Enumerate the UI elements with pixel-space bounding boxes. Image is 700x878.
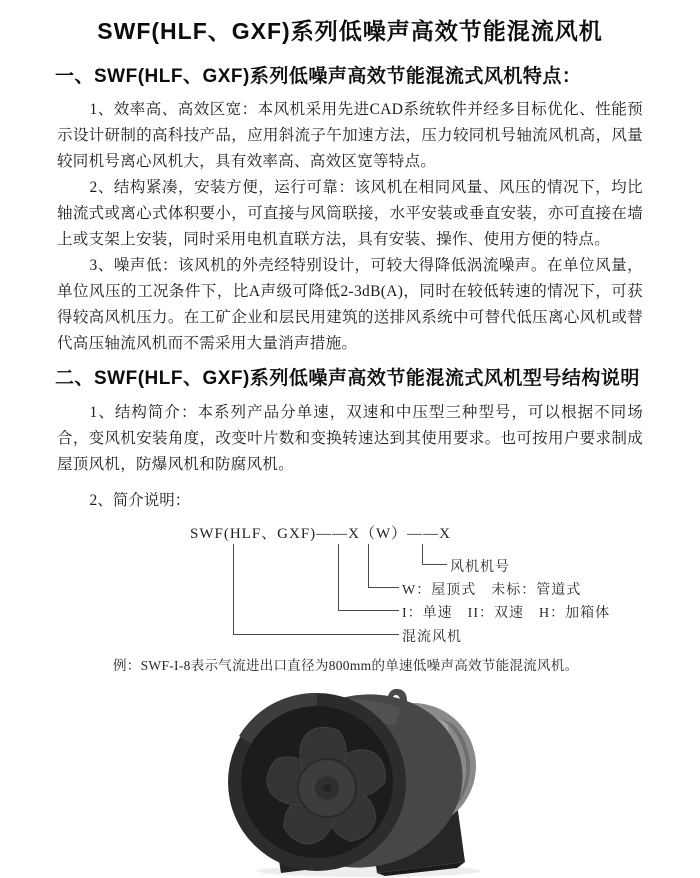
connector-line-fan-family — [233, 544, 399, 635]
diagram-label-fan-family: 混流风机 — [402, 629, 462, 645]
model-number-diagram — [57, 522, 643, 648]
section1-heading: 一、SWF(HLF、GXF)系列低噪声高效节能混流式风机特点： — [55, 65, 582, 87]
document-title: SWF(HLF、GXF)系列低噪声高效节能混流风机 — [97, 18, 603, 44]
structure-intro-paragraph: 1、结构简介：本系列产品分单速，双速和中压型三种型号，可以根据不同场合，变风机安装角度，改变叶片数和变换转速达到其使用要求。也可按用户要求制成屋顶风机，防爆风机和防腐风机。 — [57, 403, 643, 473]
feature-paragraph-3: 3、噪声低：该风机的外壳经特别设计，可较大得降低涡流噪声。在单位风量，单位风压的工况条件下，比A声级可降低2-3dB(A)，同时在较低转速的情况下，可获得较高风机压力。在工矿企业和层民用建筑的送排风系统中可替代低压离心风机或替代高压轴流风机而不需采用大量消声措施。 — [57, 257, 643, 352]
diagram-label-fan-size: 风机机号 — [450, 559, 510, 575]
brief-description-label: 2、简介说明： — [89, 491, 191, 509]
mixed-flow-fan-illustration — [219, 686, 481, 878]
fan-product-photo — [219, 686, 481, 878]
connector-line-fan-size — [422, 544, 447, 565]
feature-paragraph-2: 2、结构紧凑，安装方便，运行可靠：该风机在相同风量、风压的情况下，均比轴流式或离心式体积要小，可直接与风筒联接，水平安装或垂直安装，亦可直接在墙上或支架上安装，同时采用电机直联方法，具有安装、操作、使用方便的特点。 — [57, 179, 643, 248]
example-note: 例：SWF-I-8表示气流进出口直径为800mm的单速低噪声高效节能混流风机。 — [113, 657, 579, 673]
diagram-label-roof-type: W：屋顶式 未标：管道式 — [402, 582, 582, 598]
model-formula-text: SWF(HLF、GXF)——X（W）——X — [190, 525, 452, 542]
diagram-label-speed-type: I：单速 II：双速 H：加箱体 — [402, 605, 611, 621]
section2-heading: 二、SWF(HLF、GXF)系列低噪声高效节能混流式风机型号结构说明 — [55, 368, 640, 389]
feature-paragraph-1: 1、效率高、高效区宽：本风机采用先进CAD系统软件并经多目标优化、性能预示设计研制的高科技产品，应用斜流子午加速方法，压力较同机号轴流风机高，风量较同机号离心风机大，具有效率高、高效区宽等特点。 — [57, 101, 643, 170]
